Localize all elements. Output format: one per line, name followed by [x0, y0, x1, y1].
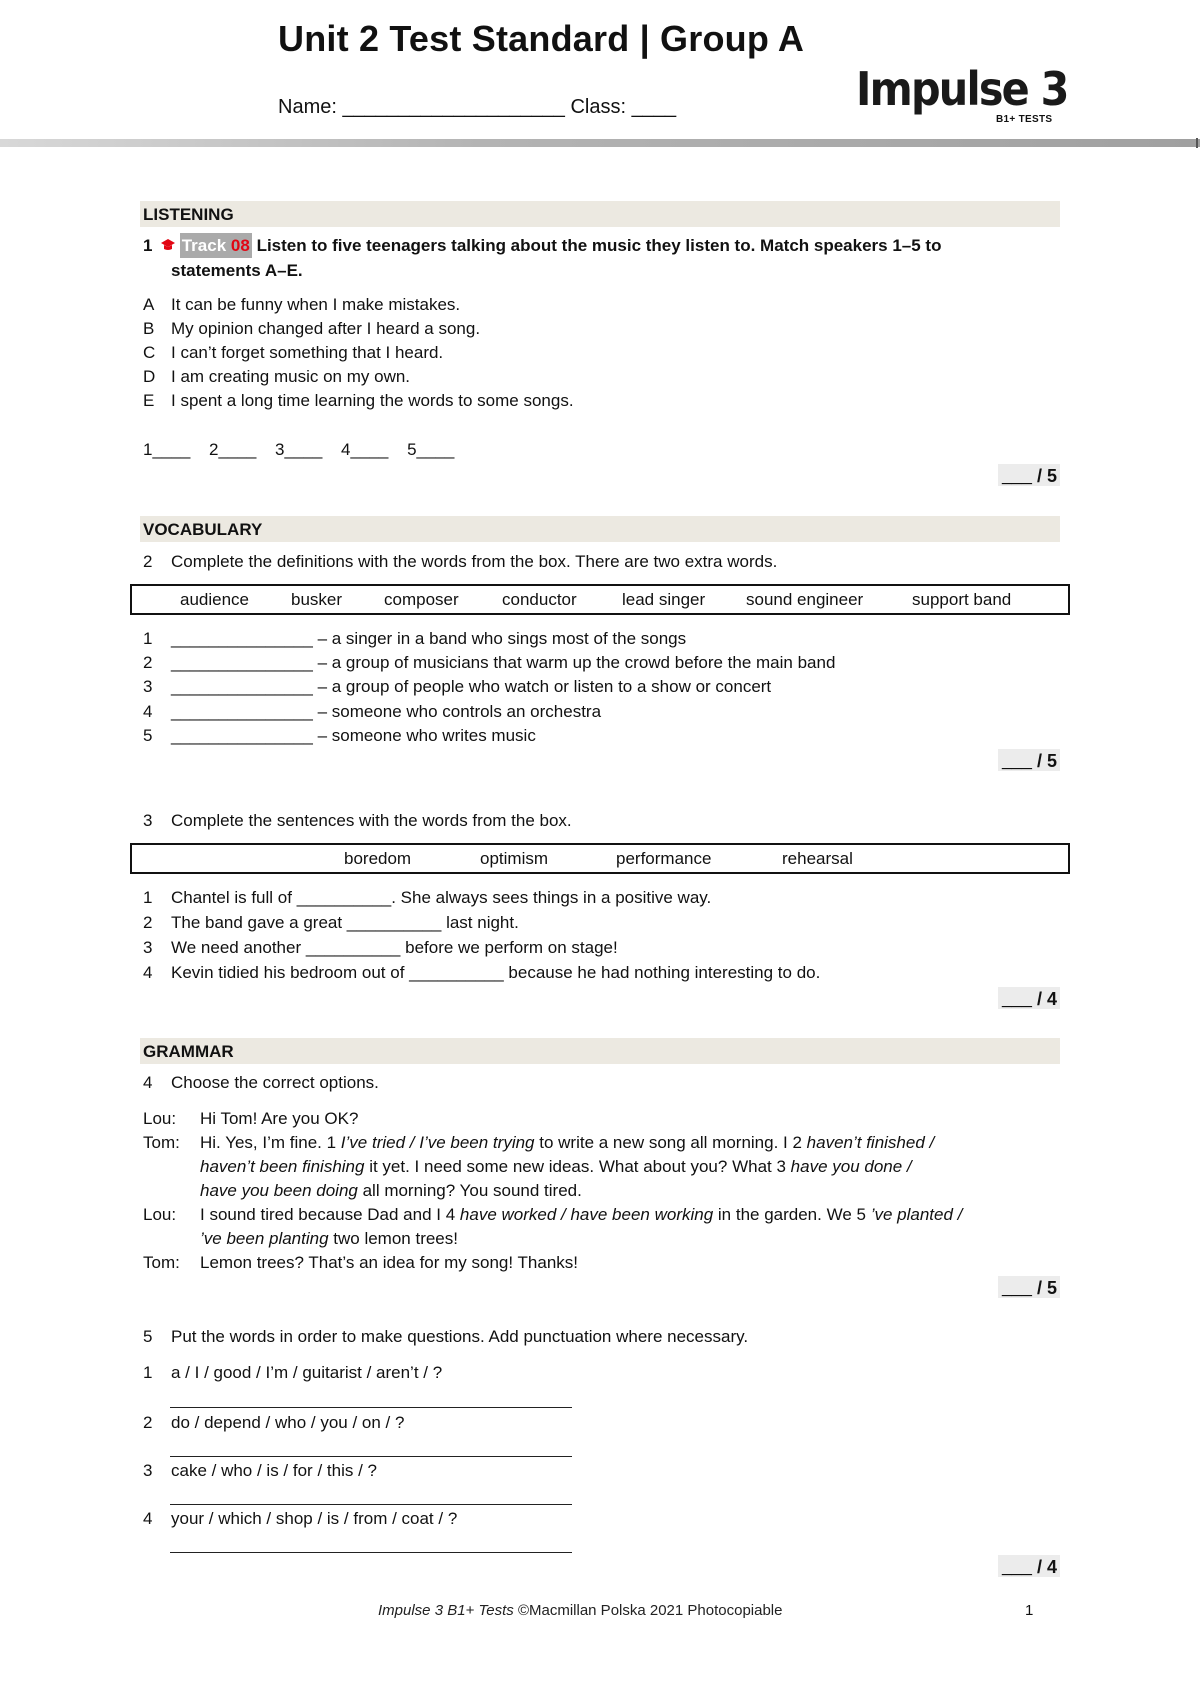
dialogue-text: two lemon trees! [328, 1229, 458, 1248]
footer [378, 1602, 783, 1619]
score-total: / 5 [1036, 466, 1057, 486]
item-number: 5 [143, 726, 153, 745]
question-number: 2 [143, 552, 153, 571]
box-word: composer [384, 590, 459, 609]
reorder-words: a / I / good / I’m / guitarist / aren’t / ? [171, 1363, 443, 1382]
sentence-3 [143, 936, 618, 960]
option-choice[interactable]: have you been doing [200, 1181, 358, 1200]
statement-a [143, 293, 460, 317]
statement-text: It can be funny when I make mistakes. [171, 295, 461, 314]
sentence-1 [143, 886, 711, 910]
dialogue-line [143, 1131, 934, 1155]
score-blank[interactable]: ___ [1001, 751, 1032, 771]
score-total: / 4 [1036, 989, 1057, 1009]
answer-blank[interactable]: __________ [409, 963, 504, 982]
score-blank[interactable]: ___ [1001, 466, 1032, 486]
statement-text: I am creating music on my own. [171, 367, 411, 386]
dialogue-line [200, 1155, 912, 1179]
answer-blank[interactable]: _______________ [171, 629, 313, 648]
score-blank[interactable]: ___ [1001, 989, 1032, 1009]
sentence-text: . She always sees things in a positive way. [391, 888, 712, 907]
word-box-q3 [130, 843, 1070, 874]
item-number: 3 [143, 677, 153, 696]
sentence-text: last night. [441, 913, 519, 932]
box-word: lead singer [622, 590, 706, 609]
box-word: optimism [480, 849, 549, 868]
definition-5 [143, 724, 536, 748]
speaker-label: Lou: [143, 1205, 177, 1224]
option-choice[interactable]: have you done / [790, 1157, 912, 1176]
answer-line-1[interactable] [170, 1407, 572, 1408]
dialogue-text: to write a new song all morning. I 2 [534, 1133, 807, 1152]
answer-blank[interactable]: _______________ [171, 702, 313, 721]
sentence-text: before we perform on stage! [400, 938, 618, 957]
question-number: 1 [143, 236, 153, 255]
header-divider-tick [1196, 138, 1198, 148]
box-word: conductor [502, 590, 577, 609]
item-number: 1 [143, 1363, 153, 1382]
definition-3 [143, 675, 771, 699]
sentence-text: The band gave a great [171, 913, 347, 932]
option-choice[interactable]: haven’t finished / [806, 1133, 935, 1152]
score-grammar-q5 [998, 1555, 1060, 1577]
item-number: 2 [143, 913, 153, 932]
question-5-instruction: Put the words in order to make questions. Add punctuation where necessary. [171, 1327, 749, 1346]
definition-text: – someone who controls an orchestra [317, 702, 602, 721]
question-4 [143, 1071, 379, 1095]
question-3 [143, 809, 572, 833]
score-total: / 4 [1036, 1557, 1057, 1577]
question-4-instruction: Choose the correct options. [171, 1073, 379, 1092]
impulse-logo [856, 62, 1068, 125]
page-number: 1 [1025, 1602, 1034, 1619]
statement-letter: D [143, 367, 156, 386]
statement-letter: E [143, 391, 155, 410]
box-word: busker [291, 590, 343, 609]
dialogue-line [143, 1107, 358, 1131]
footer-copyright: ©Macmillan Polska 2021 Photocopiable [513, 1602, 783, 1619]
track-label: Track [181, 236, 227, 255]
question-1 [143, 233, 1023, 258]
definition-2 [143, 651, 835, 675]
dialogue-text: Hi Tom! Are you OK? [200, 1109, 359, 1128]
answer-line-4[interactable] [170, 1552, 572, 1553]
answer-blank[interactable]: __________ [346, 913, 442, 932]
footer-title: Impulse 3 B1+ Tests [378, 1602, 514, 1619]
score-total: / 5 [1036, 751, 1057, 771]
item-number: 4 [143, 1509, 153, 1528]
speaker-label: Tom: [143, 1133, 180, 1152]
score-vocabulary-q2 [998, 749, 1060, 771]
box-word: performance [616, 849, 712, 868]
box-word: support band [912, 590, 1012, 609]
question-5 [143, 1325, 748, 1349]
statement-text: My opinion changed after I heard a song. [171, 319, 481, 338]
reorder-item-3 [143, 1459, 377, 1483]
answer-blank-2[interactable]: 2____ [209, 440, 257, 459]
dialogue-text: Lemon trees? That’s an idea for my song! Thanks! [200, 1253, 578, 1272]
score-blank[interactable]: ___ [1001, 1557, 1032, 1577]
answer-blank[interactable]: _______________ [171, 653, 313, 672]
box-word: boredom [344, 849, 412, 868]
reorder-words: do / depend / who / you / on / ? [171, 1413, 405, 1432]
score-grammar-q4 [998, 1276, 1060, 1298]
definition-text: – a singer in a band who sings most of the songs [317, 629, 687, 648]
answer-blank-1[interactable]: 1____ [143, 440, 191, 459]
answer-line-2[interactable] [170, 1456, 572, 1457]
audio-track-icon [160, 238, 176, 252]
box-word: sound engineer [746, 590, 864, 609]
box-word: audience [180, 590, 250, 609]
dialogue-text: in the garden. We 5 [713, 1205, 871, 1224]
dialogue-text: all morning? You sound tired. [357, 1181, 582, 1200]
sentence-text: Chantel is full of [171, 888, 297, 907]
answer-blank-4[interactable]: 4____ [341, 440, 389, 459]
reorder-item-4 [143, 1507, 457, 1531]
question-number: 4 [143, 1073, 153, 1092]
question-number: 3 [143, 811, 153, 830]
speaker-label: Tom: [143, 1253, 180, 1272]
dialogue-line [200, 1227, 458, 1251]
definition-text: – someone who writes music [317, 726, 536, 745]
statement-c [143, 341, 443, 365]
item-number: 4 [143, 702, 153, 721]
question-1-instruction: Listen to five teenagers talking about the music they listen to. Match speakers 1–5 to [256, 236, 942, 255]
sentence-text: We need another [171, 938, 306, 957]
reorder-item-2 [143, 1411, 404, 1435]
score-listening [998, 464, 1060, 486]
answer-blank-5[interactable]: 5____ [407, 440, 455, 459]
sentence-4 [143, 961, 820, 985]
score-vocabulary-q3 [998, 987, 1060, 1009]
reorder-words: your / which / shop / is / from / coat / ? [171, 1509, 458, 1528]
page-title: Unit 2 Test Standard | Group A [278, 18, 805, 59]
question-number: 5 [143, 1327, 153, 1346]
item-number: 1 [143, 888, 153, 907]
section-vocabulary: VOCABULARY [140, 516, 1060, 542]
dialogue-text: Hi. Yes, I’m fine. 1 [200, 1133, 341, 1152]
word-box-q2 [130, 584, 1070, 615]
speaker-label: Lou: [143, 1109, 177, 1128]
definition-text: – a group of musicians that warm up the crowd before the main band [317, 653, 836, 672]
reorder-item-1 [143, 1361, 442, 1385]
question-3-instruction: Complete the sentences with the words from the box. [171, 811, 572, 830]
name-class-line: Name: ____________________ Class: ____ [278, 96, 677, 118]
statement-text: I can’t forget something that I heard. [171, 343, 444, 362]
item-number: 2 [143, 1413, 153, 1432]
sentence-text: Kevin tidied his bedroom out of [171, 963, 410, 982]
question-1-instruction-cont: statements A–E. [171, 261, 303, 280]
definition-1 [143, 627, 686, 651]
item-number: 3 [143, 938, 153, 957]
option-choice[interactable]: I’ve tried / I’ve been trying [340, 1133, 535, 1152]
statement-letter: A [143, 295, 155, 314]
answer-blank[interactable]: _______________ [171, 677, 313, 696]
statement-letter: B [143, 319, 155, 338]
dialogue-text: I sound tired because Dad and I 4 [200, 1205, 460, 1224]
logo-text: Impulse 3 [856, 62, 1068, 116]
track-badge [180, 233, 252, 258]
dialogue-line [143, 1203, 962, 1227]
item-number: 1 [143, 629, 153, 648]
score-total: / 5 [1036, 1278, 1057, 1298]
header-divider [0, 139, 1200, 147]
statement-e [143, 389, 574, 413]
sentence-2 [143, 911, 519, 935]
score-blank[interactable]: ___ [1001, 1278, 1032, 1298]
item-number: 3 [143, 1461, 153, 1480]
answer-line-3[interactable] [170, 1504, 572, 1505]
section-grammar: GRAMMAR [140, 1038, 1060, 1064]
track-number: 08 [230, 236, 250, 255]
item-number: 2 [143, 653, 153, 672]
reorder-words: cake / who / is / for / this / ? [171, 1461, 377, 1480]
section-listening: LISTENING [140, 201, 1060, 227]
listening-answers [143, 440, 468, 460]
sentence-text: because he had nothing interesting to do. [503, 963, 821, 982]
answer-blank[interactable]: _______________ [171, 726, 313, 745]
answer-blank-3[interactable]: 3____ [275, 440, 323, 459]
statement-d [143, 365, 410, 389]
dialogue-line [200, 1179, 582, 1203]
dialogue-line [143, 1251, 578, 1275]
answer-blank[interactable]: __________ [305, 938, 401, 957]
statement-letter: C [143, 343, 156, 362]
definition-text: – a group of people who watch or listen to a show or concert [317, 677, 772, 696]
statement-text: I spent a long time learning the words to some songs. [171, 391, 574, 410]
option-choice[interactable]: ’ve planted / [870, 1205, 963, 1224]
item-number: 4 [143, 963, 153, 982]
option-choice[interactable]: haven’t been finishing [200, 1157, 365, 1176]
question-2 [143, 550, 777, 574]
question-2-instruction: Complete the definitions with the words from the box. There are two extra words. [171, 552, 778, 571]
dialogue-text: it yet. I need some new ideas. What about you? What 3 [364, 1157, 791, 1176]
box-word: rehearsal [782, 849, 853, 868]
logo-subtitle: B1+ TESTS [996, 114, 1053, 125]
option-choice[interactable]: ’ve been planting [200, 1229, 329, 1248]
definition-4 [143, 700, 601, 724]
answer-blank[interactable]: __________ [296, 888, 392, 907]
option-choice[interactable]: have worked / have been working [459, 1205, 714, 1224]
statement-b [143, 317, 480, 341]
